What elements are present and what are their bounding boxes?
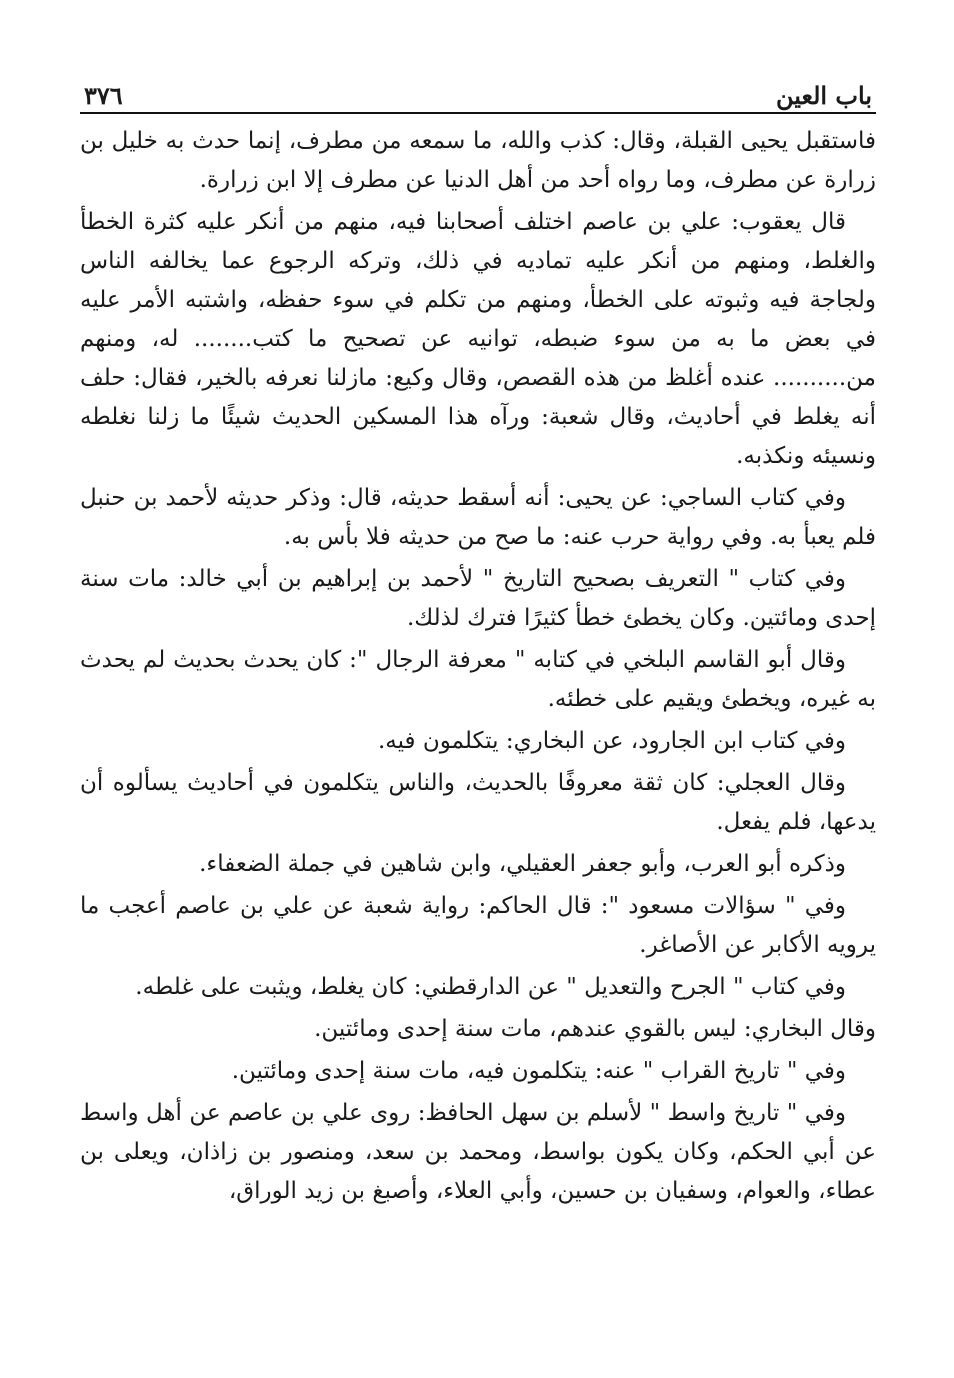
- paragraph: وفي كتاب " الجرح والتعديل " عن الدارقطني: كان يغلط، ويثبت على غلطه.: [135, 974, 846, 1000]
- paragraph: وقال أبو القاسم البلخي في كتابه " معرفة الرجال ": كان يحدث بحديث لم يحدث به غيره، ويخطئ ويقيم على خطئه.: [80, 647, 876, 712]
- paragraph: وذكره أبو العرب، وأبو جعفر العقيلي، وابن شاهين في جملة الضعفاء.: [199, 851, 846, 877]
- paragraph: وفي كتاب الساجي: عن يحيى: أنه أسقط حديثه، قال: وذكر حديثه لأحمد بن حنبل فلم يعبأ به. وفي رواية حرب عنه: ما صح من حديثه فلا بأس به.: [80, 485, 876, 550]
- page-number: ٣٧٦: [84, 81, 123, 110]
- paragraph: وفي " سؤالات مسعود ": قال الحاكم: رواية شعبة عن علي بن عاصم أعجب ما يرويه الأكابر عن الأصاغر.: [80, 893, 876, 958]
- paragraph: فاستقبل يحيى القبلة، وقال: كذب والله، ما سمعه من مطرف، إنما حدث به خليل بن زرارة عن مطرف، وما رواه أحد من أهل الدنيا عن مطرف إلا ابن زرارة.: [80, 128, 876, 193]
- paragraph: وفي " تاريخ القراب " عنه: يتكلمون فيه، مات سنة إحدى ومائتين.: [231, 1058, 846, 1084]
- paragraph: وفي " تاريخ واسط " لأسلم بن سهل الحافظ: روى علي بن عاصم عن أهل واسط عن أبي الحكم، وكان يكون بواسط، ومحمد بن سعد، ومنصور بن زاذان، ويعلى بن عطاء، والعوام، وسفيان بن حسين، وأبي العلاء، وأصبغ بن زيد الوراق،: [80, 1100, 876, 1204]
- book-page: [80, 62, 876, 1214]
- paragraph: قال يعقوب: علي بن عاصم اختلف أصحابنا فيه، منهم من أنكر عليه كثرة الخطأ والغلط، ومنهم من أنكر عليه تماديه في ذلك، وتركه الرجوع عما يخالفه الناس ولجاجة فيه وثبوته على الخطأ، ومنهم من تكلم في سوء حفظه، واشتبه الأمر عليه في بعض ما به من سوء ضبطه، توانيه عن تصحيح ما كتب........ له، ومنهم من.......... عنده أغلظ من هذه القصص، وقال وكيع: مازلنا نعرفه بالخير، فقال: حلف أنه يغلط في أحاديث، وقال شعبة: ورآه هذا المسكين الحديث شيئًا ما زلنا نغلطه ونسيئه ونكذبه.: [80, 209, 876, 469]
- paragraph: وقال البخاري: ليس بالقوي عندهم، مات سنة إحدى ومائتين.: [314, 1016, 876, 1042]
- header-divider: [80, 112, 876, 114]
- page-body: [80, 122, 876, 1211]
- paragraph: وفي كتاب ابن الجارود، عن البخاري: يتكلمون فيه.: [377, 728, 846, 754]
- paragraph: وفي كتاب " التعريف بصحيح التاريخ " لأحمد بن إبراهيم بن أبي خالد: مات سنة إحدى ومائتين. وكان يخطئ خطأ كثيرًا فترك لذلك.: [80, 566, 876, 631]
- page-header: [80, 62, 876, 110]
- paragraph: وقال العجلي: كان ثقة معروفًا بالحديث، والناس يتكلمون في أحاديث يسألوه أن يدعها، فلم يفعل.: [80, 770, 876, 835]
- chapter-title: باب العين: [775, 81, 872, 110]
